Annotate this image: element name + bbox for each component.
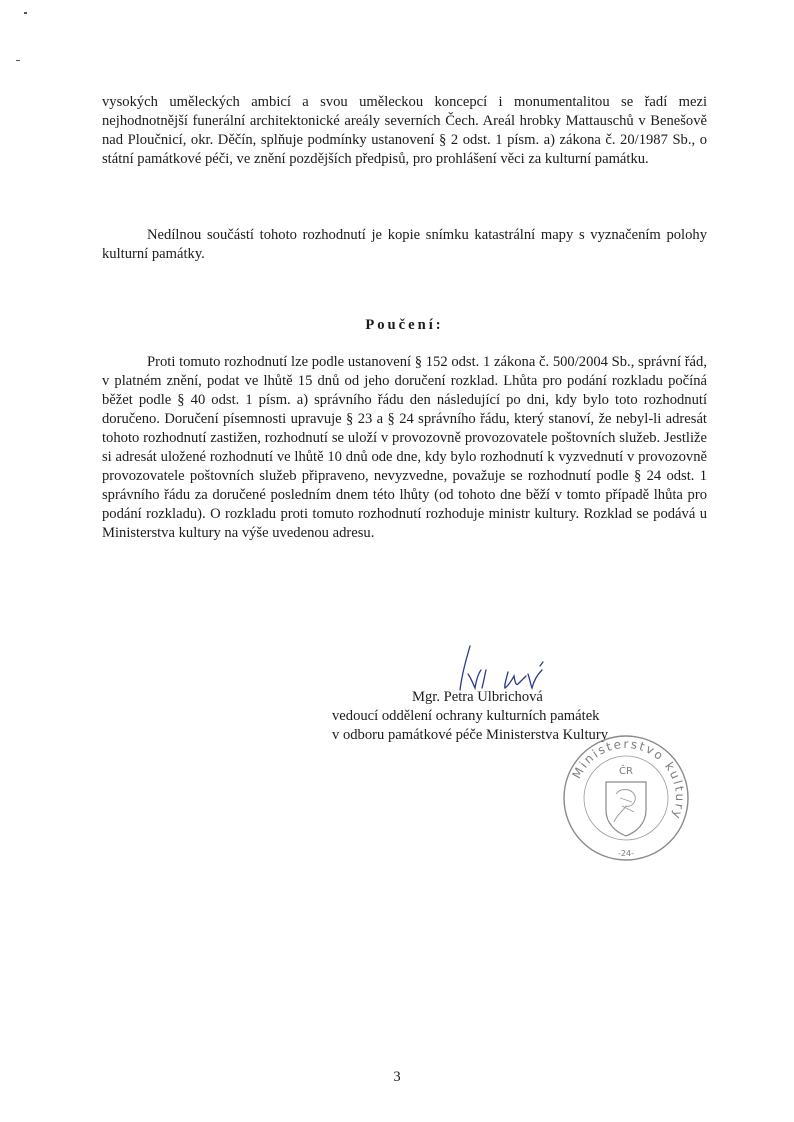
body-paragraph-3: Proti tomuto rozhodnutí lze podle ustanovení § 152 odst. 1 zákona č. 500/2004 Sb., správní řád, v platném znění, podat ve lhůtě 15 dnů od jeho doručení rozklad. Lhůta pro podání rozkladu počíná běžet podle § 40 odst. 1 písm. a) správního řádu den následující po dni, kdy bylo toto rozhodnutí doručeno. Doručení písemnosti upravuje § 23 a § 24 správního řádu, který stanoví, že nebyl-li adresát tohoto rozhodnutí zastižen, rozhodnutí se uloží v provozovně provozovatele poštovních služeb. Jestliže si adresát uložené rozhodnutí ve lhůtě 10 dnů ode dne, kdy bylo rozhodnutí k vyzvednutí v provozovně provozovatele poštovních služeb připraveno, nevyzvedne, považuje se rozhodnutí podle § 24 odst. 1 správního řádu za doručené posledním dnem této lhůty (od tohoto dne běží v tomto případě lhůta pro podání rozkladu). O rozkladu proti tomuto rozhodnutí rozhoduje ministr kultury. Rozklad se podává u Ministerstva kultury na výše uvedenou adresu. <box>102 354 707 541</box>
signatory-name: Mgr. Petra Ulbrichová <box>412 689 543 705</box>
section-heading: Poučení: <box>365 317 444 333</box>
svg-text:ČR: ČR <box>619 766 633 777</box>
svg-text:Ministerstvo kultury: Ministerstvo kultury <box>569 736 688 823</box>
page-number: 3 <box>393 1069 401 1085</box>
svg-text:-24-: -24- <box>618 849 634 858</box>
handwritten-signature <box>448 640 558 695</box>
scan-speck <box>24 12 27 14</box>
official-stamp <box>560 732 692 864</box>
scan-speck <box>16 60 20 61</box>
body-paragraph-1: vysokých uměleckých ambicí a svou uměleckou koncepcí i monumentalitou se řadí mezi nejhodnotnější funerální architektonické areály severních Čech. Areál hrobky Mattauschů v Benešově nad Ploučnicí, okr. Děčín, splňuje podmínky ustanovení § 2 odst. 1 písm. a) zákona č. 20/1987 Sb., o státní památkové péči, ve znění pozdějších předpisů, pro prohlášení věci za kulturní památku. <box>102 94 707 167</box>
signatory-department: v odboru památkové péče Ministerstva Kultury <box>332 727 608 743</box>
body-paragraph-2: Nedílnou součástí tohoto rozhodnutí je kopie snímku katastrální mapy s vyznačením polohy kulturní památky. <box>102 227 707 262</box>
signatory-role: vedoucí oddělení ochrany kulturních památek <box>332 708 600 724</box>
